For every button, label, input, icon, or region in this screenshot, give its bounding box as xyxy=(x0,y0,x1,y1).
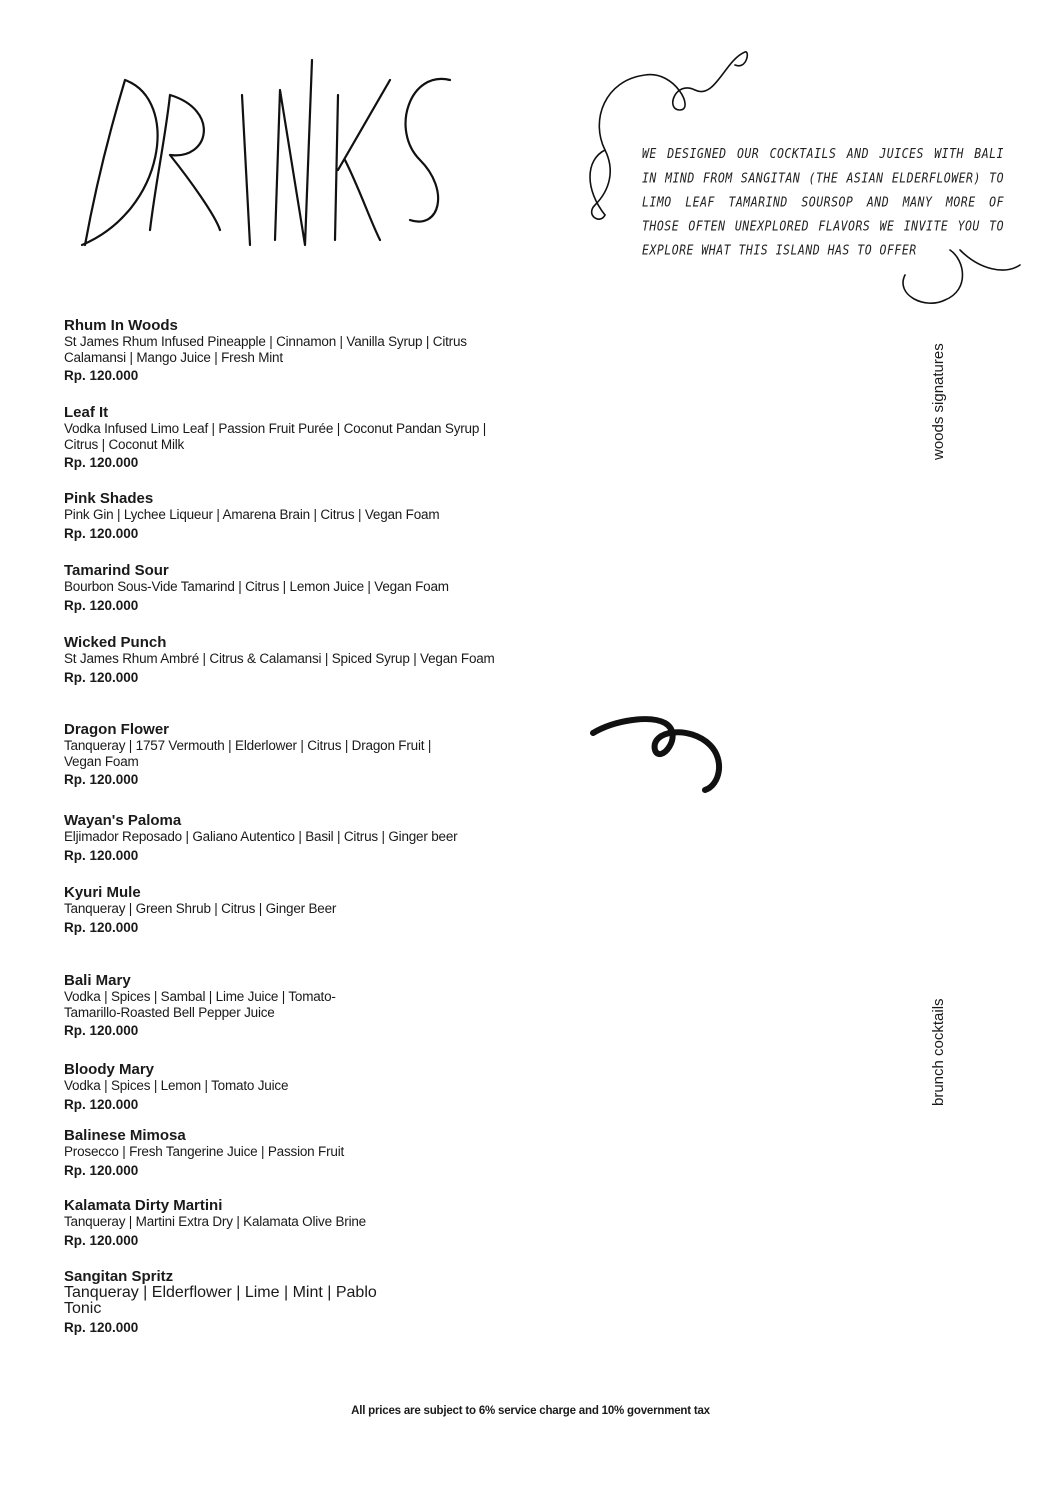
menu-item xyxy=(64,491,514,541)
item-price: Rp. 120.000 xyxy=(64,1023,139,1038)
menu-item xyxy=(64,885,514,935)
item-name: Pink Shades xyxy=(64,490,154,507)
item-description: Tanqueray | Green Shrub | Citrus | Ginger Beer xyxy=(64,901,337,916)
menu-item xyxy=(64,722,464,787)
item-price: Rp. 120.000 xyxy=(64,597,139,613)
item-description: Vodka | Spices | Sambal | Lime Juice | Tomato-Tamarillo-Roasted Bell Pepper Juice xyxy=(64,989,336,1020)
item-description: St James Rhum Infused Pineapple | Cinnamon | Vanilla Syrup | Citrus Calamansi | Mango Juice | Fresh Mint xyxy=(64,334,467,365)
item-description: Tanqueray | Elderflower | Lime | Mint | Pablo Tonic xyxy=(64,1284,377,1317)
menu-item xyxy=(64,1062,514,1112)
intro-text: WE DESIGNED OUR COCKTAILS AND JUICES WITH BALI IN MIND FROM SANGITAN (THE ASIAN ELDERFLOWER) TO LIMO LEAF TAMARIND SOURSOP AND MANY MORE OF THOSE OFTEN UNEXPLORED FLAVORS WE INVITE YOU TO EXPLORE WHAT THIS ISLAND HAS TO OFFER xyxy=(642,145,1004,259)
price-disclaimer: All prices are subject to 6% service charge and 10% government tax xyxy=(351,1405,710,1417)
item-name: Wayan's Paloma xyxy=(64,812,182,829)
item-price: Rp. 120.000 xyxy=(64,669,139,685)
item-name: Sangitan Spritz xyxy=(64,1268,174,1285)
item-price: Rp. 120.000 xyxy=(64,1320,139,1335)
item-description: Vodka Infused Limo Leaf | Passion Fruit Purée | Coconut Pandan Syrup | Citrus | Coconut Milk xyxy=(64,421,487,452)
item-name: Kalamata Dirty Martini xyxy=(64,1197,223,1214)
item-price: Rp. 120.000 xyxy=(64,772,139,787)
menu-item xyxy=(64,635,514,685)
item-price: Rp. 120.000 xyxy=(64,525,139,541)
item-description: Prosecco | Fresh Tangerine Juice | Passion Fruit xyxy=(64,1144,345,1159)
item-price: Rp. 120.000 xyxy=(64,1096,139,1112)
item-description: St James Rhum Ambré | Citrus & Calamansi | Spiced Syrup | Vegan Foam xyxy=(64,651,495,666)
drinks-title-lettering xyxy=(70,40,490,260)
item-name: Leaf It xyxy=(64,404,109,421)
decorative-swirl-middle xyxy=(585,705,730,800)
item-price: Rp. 120.000 xyxy=(64,919,139,935)
item-description: Bourbon Sous-Vide Tamarind | Citrus | Lemon Juice | Vegan Foam xyxy=(64,579,449,594)
item-name: Wicked Punch xyxy=(64,634,167,651)
menu-item xyxy=(64,318,514,383)
item-description: Tanqueray | Martini Extra Dry | Kalamata Olive Brine xyxy=(64,1214,366,1229)
item-name: Tamarind Sour xyxy=(64,562,169,579)
menu-item xyxy=(64,1128,514,1178)
item-description: Pink Gin | Lychee Liqueur | Amarena Brain | Citrus | Vegan Foam xyxy=(64,507,440,522)
item-name: Balinese Mimosa xyxy=(64,1127,186,1144)
item-description: Vodka | Spices | Lemon | Tomato Juice xyxy=(64,1078,289,1093)
menu-item xyxy=(64,813,514,863)
item-name: Rhum In Woods xyxy=(64,317,178,334)
item-price: Rp. 120.000 xyxy=(64,847,139,863)
item-price: Rp. 120.000 xyxy=(64,455,139,470)
item-price: Rp. 120.000 xyxy=(64,1162,139,1178)
item-price: Rp. 120.000 xyxy=(64,368,139,383)
item-price: Rp. 120.000 xyxy=(64,1232,139,1248)
menu-item xyxy=(64,405,514,470)
item-description: Tanqueray | 1757 Vermouth | Elderlower | Citrus | Dragon Fruit | Vegan Foam xyxy=(64,738,432,769)
menu-item xyxy=(64,1269,514,1335)
menu-item xyxy=(64,563,514,613)
item-description: Eljimador Reposado | Galiano Autentico | Basil | Citrus | Ginger beer xyxy=(64,829,458,844)
item-name: Bloody Mary xyxy=(64,1061,155,1078)
item-name: Dragon Flower xyxy=(64,721,170,738)
menu-item xyxy=(64,1198,514,1248)
menu-item xyxy=(64,973,374,1038)
section-label-woods-signatures: woods signatures xyxy=(930,343,947,460)
item-name: Kyuri Mule xyxy=(64,884,141,901)
section-label-brunch-cocktails: brunch cocktails xyxy=(930,998,947,1106)
item-name: Bali Mary xyxy=(64,972,131,989)
